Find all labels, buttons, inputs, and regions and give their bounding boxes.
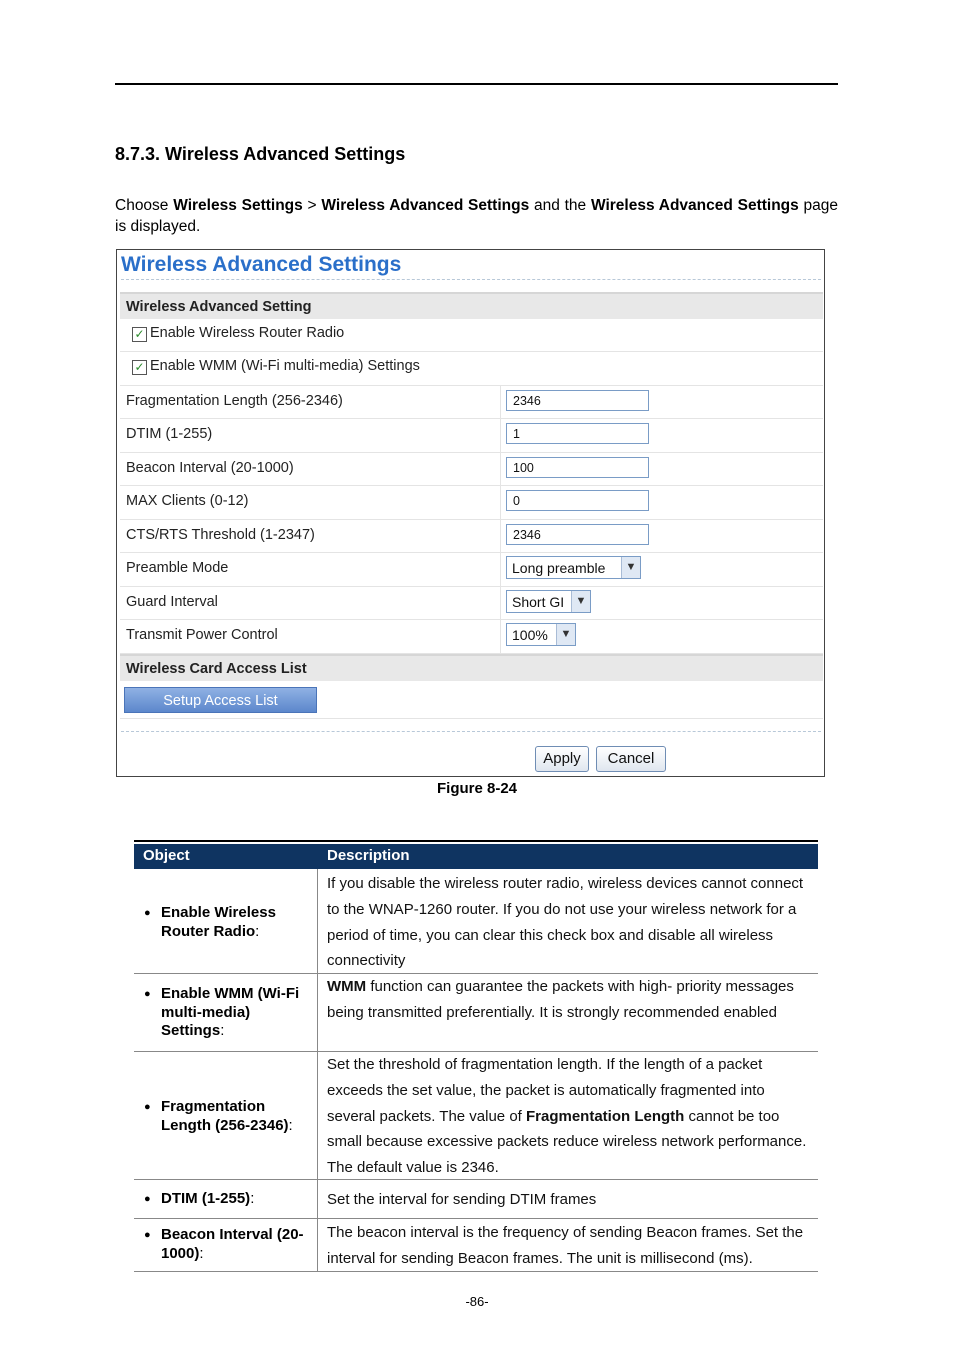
guard-interval-select[interactable] [506, 590, 591, 613]
table-top-rule [134, 840, 818, 842]
checkbox-label: Enable Wireless Router Radio [150, 325, 345, 341]
description-cell: Set the threshold of fragmentation length. If the length of a packet exceeds the set value, the packet is automatically fragmented into several packets. The value of Fragmentation Length cannot be too small because excessive packets reduce wireless network performance. The default value is 2346. [327, 1056, 807, 1177]
max-clients-input[interactable]: 0 [506, 490, 649, 511]
description-cell: The beacon interval is the frequency of sending Beacon frames. Set the interval for sending Beacon frames. The unit is millisecond (ms). [327, 1224, 804, 1267]
checkbox-label: Enable WMM (Wi-Fi multi-media) Settings [150, 358, 420, 374]
bullet-icon: ● [144, 988, 151, 1000]
chevron-down-icon[interactable]: ▼ [571, 591, 590, 612]
table-row [134, 974, 818, 1052]
object-text: Beacon Interval (20-1000): [161, 1226, 304, 1262]
panel-title: Wireless Advanced Settings [121, 253, 402, 276]
description-cell: WMM function can guarantee the packets with high- priority messages being transmitted preferentially. It is strongly recommended enabled [327, 978, 794, 1021]
field-label: MAX Clients (0-12) [126, 493, 249, 509]
column-divider [500, 519, 501, 552]
object-text: DTIM (1-255): [161, 1190, 255, 1207]
intro-arrow: > [307, 197, 317, 214]
field-label: Beacon Interval (20-1000) [126, 460, 294, 476]
field-row-max-clients [120, 485, 823, 520]
column-divider [317, 974, 318, 1051]
fragmentation-input[interactable]: 2346 [506, 390, 649, 411]
object-text: Fragmentation Length (256-2346): [161, 1098, 293, 1134]
setup-access-list-button[interactable]: Setup Access List [124, 687, 317, 713]
column-divider [500, 619, 501, 653]
column-divider [317, 1180, 318, 1218]
cancel-button[interactable]: Cancel [596, 746, 666, 772]
column-divider [317, 1219, 318, 1271]
field-label: Guard Interval [126, 594, 218, 610]
select-row-preamble [120, 552, 823, 587]
select-value: Long preamble [512, 560, 606, 576]
field-row-cts-rts [120, 519, 823, 553]
intro-text: page is displayed. [115, 197, 839, 235]
description-cell: Set the interval for sending DTIM frames [327, 1191, 597, 1208]
dtim-input[interactable]: 1 [506, 423, 649, 444]
object-text: Enable Wireless Router Radio: [161, 904, 276, 940]
intro-page-name: Wireless Advanced Settings [590, 197, 799, 214]
column-divider [500, 452, 501, 485]
transmit-power-select[interactable] [506, 623, 576, 646]
checkbox-row-radio [120, 319, 823, 352]
table-row [134, 1219, 818, 1272]
checkbox-row-wmm [120, 352, 823, 386]
menu-wireless-advanced-settings: Wireless Advanced Settings [321, 197, 530, 214]
column-divider [500, 586, 501, 619]
header-rule [115, 83, 838, 85]
figure-caption: Figure 8-24 [436, 780, 518, 797]
field-row-dtim [120, 418, 823, 453]
table-row [134, 869, 818, 974]
table-header [134, 844, 818, 869]
description-cell: If you disable the wireless router radio, wireless devices cannot connect to the WNAP-1260 router. If you do not use your wireless network for a period of time, you can clear this check box and disable all wireless connectivity [327, 875, 804, 970]
page-number: -86- [465, 1294, 489, 1309]
intro-text: and the [533, 197, 587, 214]
chevron-down-icon[interactable]: ▼ [556, 624, 575, 645]
object-text: Enable WMM (Wi-Fi multi-media) Settings: [161, 985, 300, 1039]
field-label: CTS/RTS Threshold (1-2347) [126, 527, 315, 543]
bullet-icon: ● [144, 1193, 151, 1205]
field-row-beacon [120, 452, 823, 486]
section-header-access-list: Wireless Card Access List [120, 654, 823, 681]
settings-screenshot [116, 249, 825, 777]
select-value: Short GI [512, 594, 565, 610]
column-divider [500, 418, 501, 452]
chevron-down-icon[interactable]: ▼ [621, 557, 640, 578]
checkbox-wmm[interactable]: ✓ [132, 360, 147, 375]
select-row-guard-interval [120, 586, 823, 620]
field-label: Fragmentation Length (256-2346) [126, 393, 343, 409]
bullet-icon: ● [144, 1229, 151, 1241]
table-row [134, 1180, 818, 1219]
field-label: DTIM (1-255) [126, 426, 213, 442]
beacon-interval-input[interactable]: 100 [506, 457, 649, 478]
bullet-icon: ● [144, 907, 151, 919]
column-divider [317, 869, 318, 973]
table-row [134, 1052, 818, 1180]
apply-button[interactable]: Apply [535, 746, 589, 772]
column-divider [317, 1052, 318, 1179]
section-header-advanced: Wireless Advanced Setting [120, 292, 823, 319]
cts-rts-input[interactable]: 2346 [506, 524, 649, 545]
section-title: 8.7.3. Wireless Advanced Settings [115, 144, 406, 164]
header-object: Object [143, 847, 190, 864]
field-label: Preamble Mode [126, 560, 229, 576]
column-divider [500, 385, 501, 418]
field-row-fragmentation [120, 385, 823, 419]
intro-paragraph [115, 195, 838, 237]
header-description: Description [327, 847, 410, 864]
preamble-mode-select[interactable] [506, 556, 641, 579]
menu-wireless-settings: Wireless Settings [173, 197, 303, 214]
column-divider [500, 552, 501, 586]
intro-text: Choose [115, 197, 169, 214]
select-value: 100% [512, 627, 548, 643]
field-label: Transmit Power Control [126, 627, 278, 643]
bullet-icon: ● [144, 1101, 151, 1113]
column-divider [500, 485, 501, 519]
checkbox-wireless-radio[interactable]: ✓ [132, 327, 147, 342]
title-divider [121, 279, 821, 280]
footer-divider [121, 731, 821, 732]
select-row-transmit-power [120, 619, 823, 654]
